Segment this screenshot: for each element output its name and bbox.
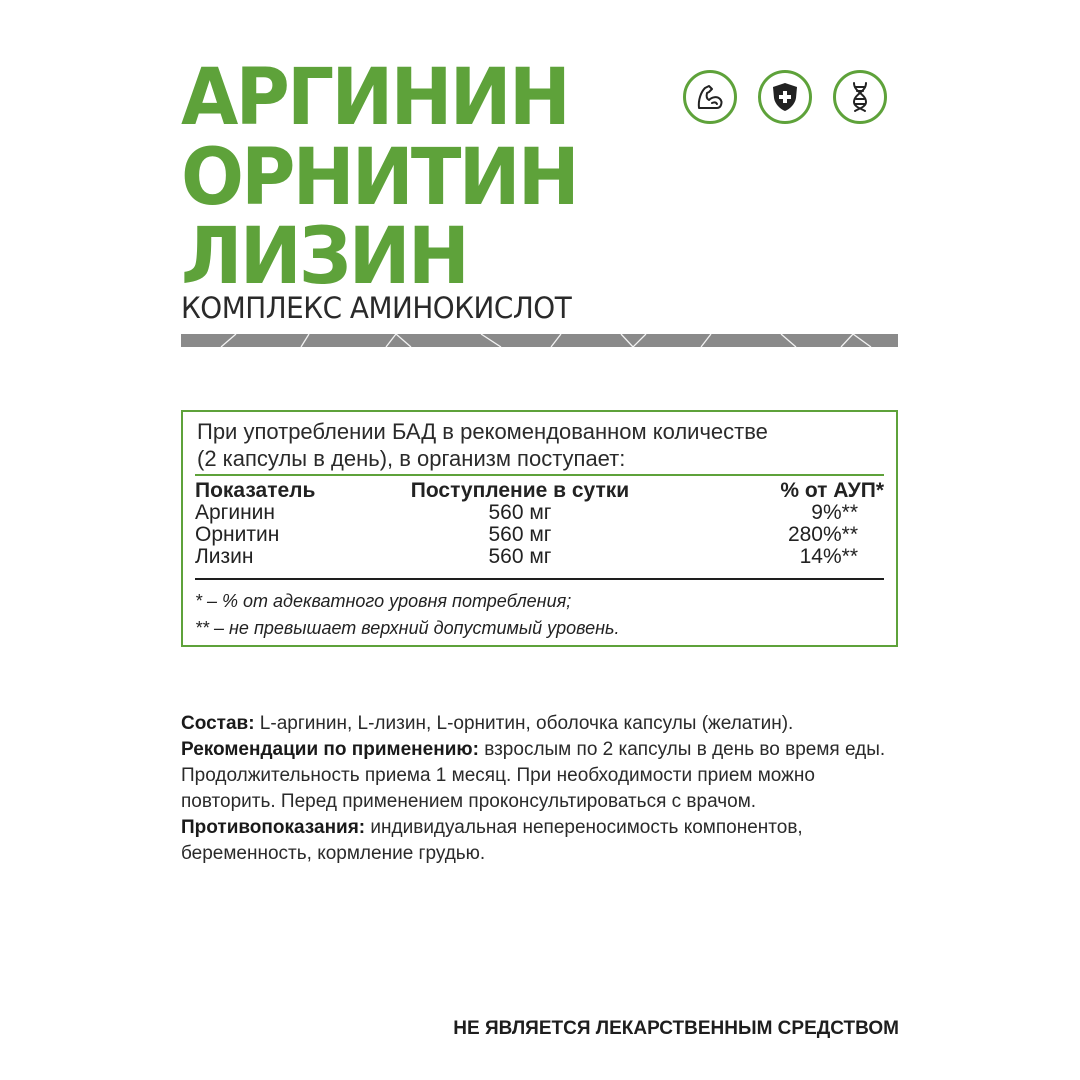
row-name: Аргинин — [195, 501, 276, 524]
feature-icons — [683, 70, 887, 124]
column-header-percent: % от АУП* — [780, 479, 884, 502]
dna-icon — [833, 70, 887, 124]
table-header-row — [195, 480, 884, 502]
product-details — [181, 711, 901, 867]
row-percent: 9%** — [811, 501, 858, 524]
row-amount: 560 мг — [488, 545, 552, 568]
title-line-2: ОРНИТИН — [181, 133, 577, 223]
title-line-3: ЛИЗИН — [181, 212, 467, 302]
table-row — [195, 502, 884, 524]
table-bottom-divider — [195, 578, 884, 580]
recommendations-label: Рекомендации по применению: — [181, 739, 479, 760]
column-header-daily: Поступление в сутки — [410, 479, 630, 502]
intake-table — [195, 480, 884, 568]
subtitle: КОМПЛЕКС АМИНОКИСЛОТ — [181, 291, 572, 325]
intro-line-2: (2 капсулы в день), в организм поступает: — [197, 446, 626, 471]
header-divider — [195, 474, 884, 476]
muscle-arm-icon — [683, 70, 737, 124]
footnotes — [195, 588, 620, 642]
column-header-indicator: Показатель — [195, 479, 316, 502]
disclaimer: НЕ ЯВЛЯЕТСЯ ЛЕКАРСТВЕННЫМ СРЕДСТВОМ — [453, 1018, 899, 1039]
row-amount: 560 мг — [488, 501, 552, 524]
contraindications-label: Противопоказания: — [181, 817, 366, 838]
row-name: Орнитин — [195, 523, 280, 546]
composition — [181, 711, 901, 737]
row-name: Лизин — [195, 545, 254, 568]
row-percent: 14%** — [799, 545, 858, 568]
table-row — [195, 546, 884, 568]
intro-line-1: При употреблении БАД в рекомендованном количестве — [197, 419, 768, 444]
composition-text: L-аргинин, L-лизин, L-орнитин, оболочка капсулы (желатин). — [254, 713, 794, 734]
row-amount: 560 мг — [488, 523, 552, 546]
shield-cross-icon — [758, 70, 812, 124]
table-row — [195, 524, 884, 546]
intro-text — [197, 418, 768, 472]
recommendations-text: взрослым по 2 капсулы в день во время еды. Продолжительность приема 1 месяц. При необходимости прием можно повторить. Перед применением проконсультироваться с врачом. — [181, 739, 886, 812]
composition-label: Состав: — [181, 713, 255, 734]
contraindications — [181, 815, 901, 867]
nutrition-info-box — [181, 410, 898, 647]
row-percent: 280%** — [787, 523, 858, 546]
decorative-stripe — [181, 334, 898, 347]
footnote-2: ** – не превышает верхний допустимый уровень. — [195, 618, 620, 638]
title-line-1: АРГИНИН — [181, 53, 568, 143]
contraindications-text: индивидуальная непереносимость компонентов, беременность, кормление грудью. — [181, 817, 803, 864]
recommendations — [181, 737, 901, 815]
footnote-1: * – % от адекватного уровня потребления; — [195, 591, 572, 611]
